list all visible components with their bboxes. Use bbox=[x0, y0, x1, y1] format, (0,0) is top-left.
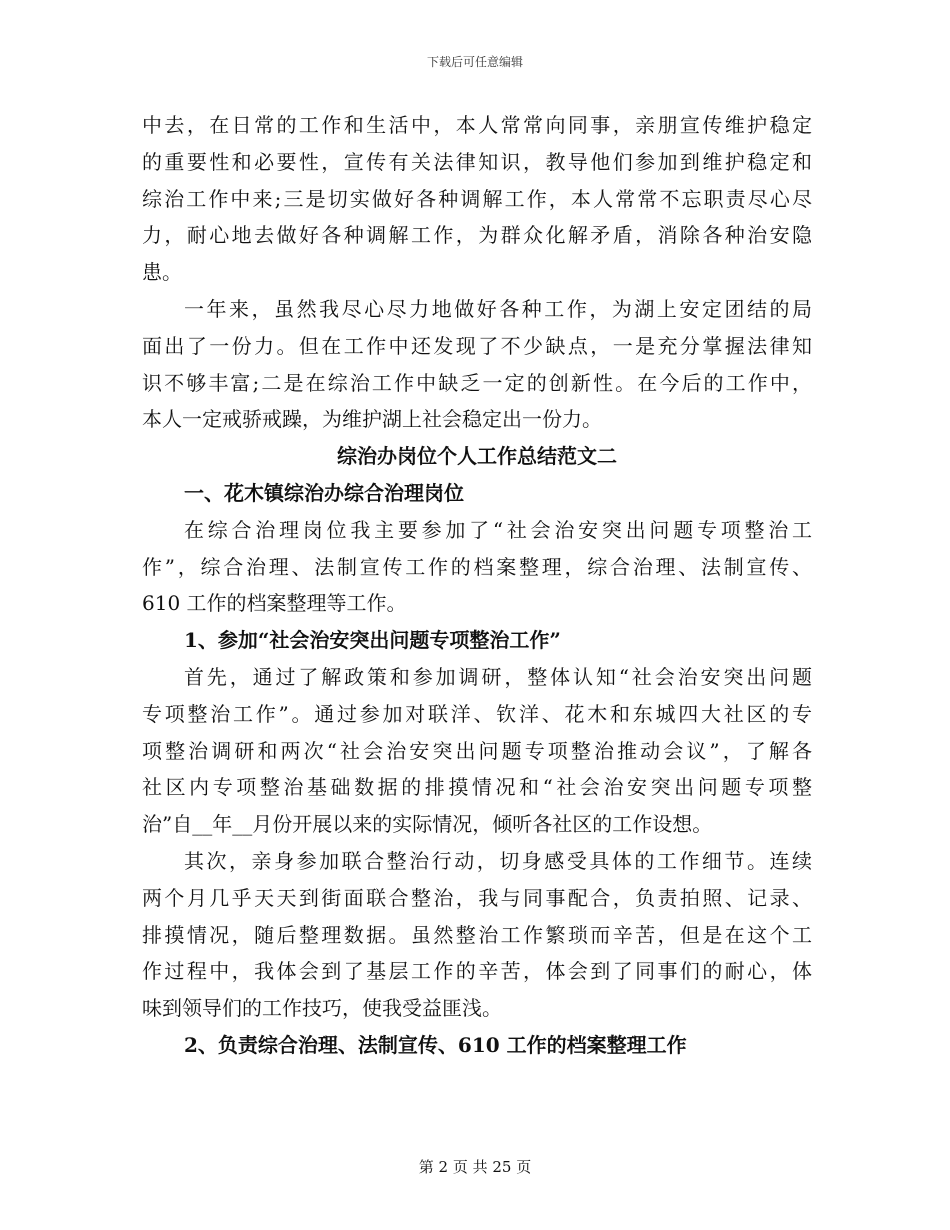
document-body bbox=[142, 107, 812, 1064]
text-line: 排摸情况，随后整理数据。虽然整治工作繁琐而辛苦，但是在这个工 bbox=[142, 922, 812, 947]
text-line: 其次，亲身参加联合整治行动，切身感受具体的工作细节。连续 bbox=[184, 848, 812, 873]
text-line: 两个月几乎天天到街面联合整治，我与同事配合，负责拍照、记录、 bbox=[142, 885, 812, 910]
text-line: 610 工作的档案整理等工作。 bbox=[142, 591, 407, 616]
section-heading-1: 一、花木镇综治办综合治理岗位 bbox=[184, 480, 464, 505]
text-line: 治”自__年__月份开展以来的实际情况，倾听各社区的工作设想。 bbox=[142, 812, 713, 837]
subsection-heading-2: 2、负责综合治理、法制宣传、610 工作的档案整理工作 bbox=[184, 1032, 687, 1057]
text-line: 中去，在日常的工作和生活中，本人常常向同事，亲朋宣传维护稳定 bbox=[142, 113, 812, 137]
text-line: 综治工作中来;三是切实做好各种调解工作，本人常常不忘职责尽心尽 bbox=[142, 186, 812, 211]
paragraph-second bbox=[142, 843, 812, 1027]
text-line: 项整治调研和两次“社会治安突出问题专项整治推动会议”，了解各 bbox=[142, 738, 812, 763]
text-line: 作过程中，我体会到了基层工作的辛苦，体会到了同事们的耐心，体 bbox=[142, 959, 812, 984]
text-line: 的重要性和必要性，宣传有关法律知识，教导他们参加到维护稳定和 bbox=[142, 149, 812, 174]
text-line: 作”，综合治理、法制宣传工作的档案整理，综合治理、法制宣传、 bbox=[142, 554, 812, 579]
text-line: 本人一定戒骄戒躁，为维护湖上社会稳定出一份力。 bbox=[142, 407, 602, 432]
paragraph-first bbox=[142, 659, 812, 843]
text-line: 首先，通过了解政策和参加调研，整体认知“社会治安突出问题 bbox=[184, 664, 812, 689]
page-footer: 第 2 页 共 25 页 bbox=[418, 1158, 532, 1176]
paragraph-year-review bbox=[142, 291, 812, 438]
text-line: 患。 bbox=[142, 260, 182, 285]
text-line: 在综合治理岗位我主要参加了“社会治安突出问题专项整治工 bbox=[184, 517, 812, 542]
paragraph-role-intro bbox=[142, 512, 812, 622]
subsection-heading-1: 1、参加“社会治安突出问题专项整治工作” bbox=[184, 628, 561, 653]
text-line: 识不够丰富;二是在综治工作中缺乏一定的创新性。在今后的工作中， bbox=[142, 370, 812, 395]
text-line: 面出了一份力。但在工作中还发现了不少缺点，一是充分掌握法律知 bbox=[142, 333, 812, 358]
text-line: 味到领导们的工作技巧，使我受益匪浅。 bbox=[142, 996, 502, 1021]
page-header-note: 下载后可任意编辑 bbox=[426, 55, 523, 69]
text-line: 力，耐心地去做好各种调解工作，为群众化解矛盾，消除各种治安隐 bbox=[142, 223, 812, 248]
section-title: 综治办岗位个人工作总结范文二 bbox=[337, 444, 617, 469]
text-line: 一年来，虽然我尽心尽力地做好各种工作，为湖上安定团结的局 bbox=[184, 296, 812, 321]
paragraph-continuation bbox=[142, 107, 812, 291]
text-line: 社区内专项整治基础数据的排摸情况和“社会治安突出问题专项整 bbox=[142, 775, 812, 800]
text-line: 专项整治工作”。通过参加对联洋、钦洋、花木和东城四大社区的专 bbox=[142, 701, 812, 726]
